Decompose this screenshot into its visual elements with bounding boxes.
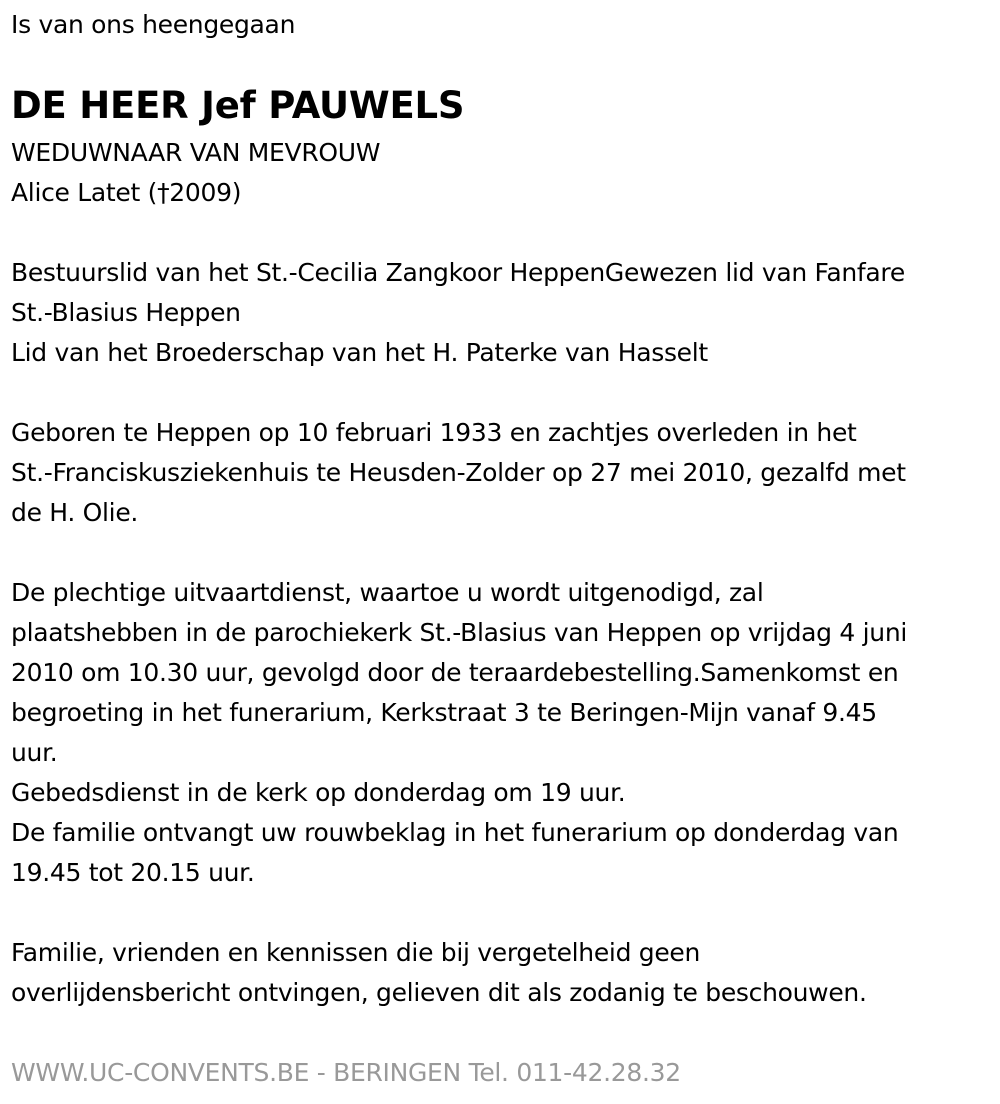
- closing-line: Familie, vrienden en kennissen die bij vergetelheid geen: [11, 938, 701, 967]
- deceased-name: DE HEER Jef PAUWELS: [11, 84, 465, 127]
- memberships-block: [11, 253, 991, 373]
- spacer: [11, 373, 991, 413]
- birth-death-line: de H. Olie.: [11, 498, 139, 527]
- spacer: [11, 213, 991, 253]
- intro-text: Is van ons heengegaan: [11, 10, 296, 39]
- ceremony-line: 2010 om 10.30 uur, gevolgd door de teraardebestelling.Samenkomst en: [11, 658, 899, 687]
- ceremony-line: plaatshebben in de parochiekerk St.-Blasius van Heppen op vrijdag 4 juni: [11, 618, 908, 647]
- birth-death-block: [11, 413, 991, 533]
- birth-death-line: Geboren te Heppen op 10 februari 1933 en zachtjes overleden in het: [11, 418, 857, 447]
- spacer: [11, 533, 991, 573]
- closing-block: [11, 933, 991, 1013]
- membership-line: Bestuurslid van het St.-Cecilia Zangkoor HeppenGewezen lid van Fanfare: [11, 258, 905, 287]
- ceremony-block: [11, 573, 991, 893]
- spacer: [11, 893, 991, 933]
- ceremony-line: 19.45 tot 20.15 uur.: [11, 858, 255, 887]
- ceremony-line: De familie ontvangt uw rouwbeklag in het funerarium op donderdag van: [11, 818, 899, 847]
- footer-credit: WWW.UC-CONVENTS.BE - BERINGEN Tel. 011-42.28.32: [11, 1058, 681, 1087]
- ceremony-line: Gebedsdienst in de kerk op donderdag om 19 uur.: [11, 778, 626, 807]
- death-notice: [11, 0, 991, 1013]
- relation-text: WEDUWNAAR VAN MEVROUW: [11, 138, 381, 167]
- ceremony-line: De plechtige uitvaartdienst, waartoe u wordt uitgenodigd, zal: [11, 578, 764, 607]
- birth-death-line: St.-Franciskusziekenhuis te Heusden-Zolder op 27 mei 2010, gezalfd met: [11, 458, 906, 487]
- membership-line: St.-Blasius Heppen: [11, 298, 241, 327]
- ceremony-line: begroeting in het funerarium, Kerkstraat 3 te Beringen-Mijn vanaf 9.45: [11, 698, 877, 727]
- spouse-text: Alice Latet (†2009): [11, 178, 242, 207]
- ceremony-line: uur.: [11, 738, 58, 767]
- closing-line: overlijdensbericht ontvingen, gelieven dit als zodanig te beschouwen.: [11, 978, 867, 1007]
- membership-line: Lid van het Broederschap van het H. Paterke van Hasselt: [11, 338, 708, 367]
